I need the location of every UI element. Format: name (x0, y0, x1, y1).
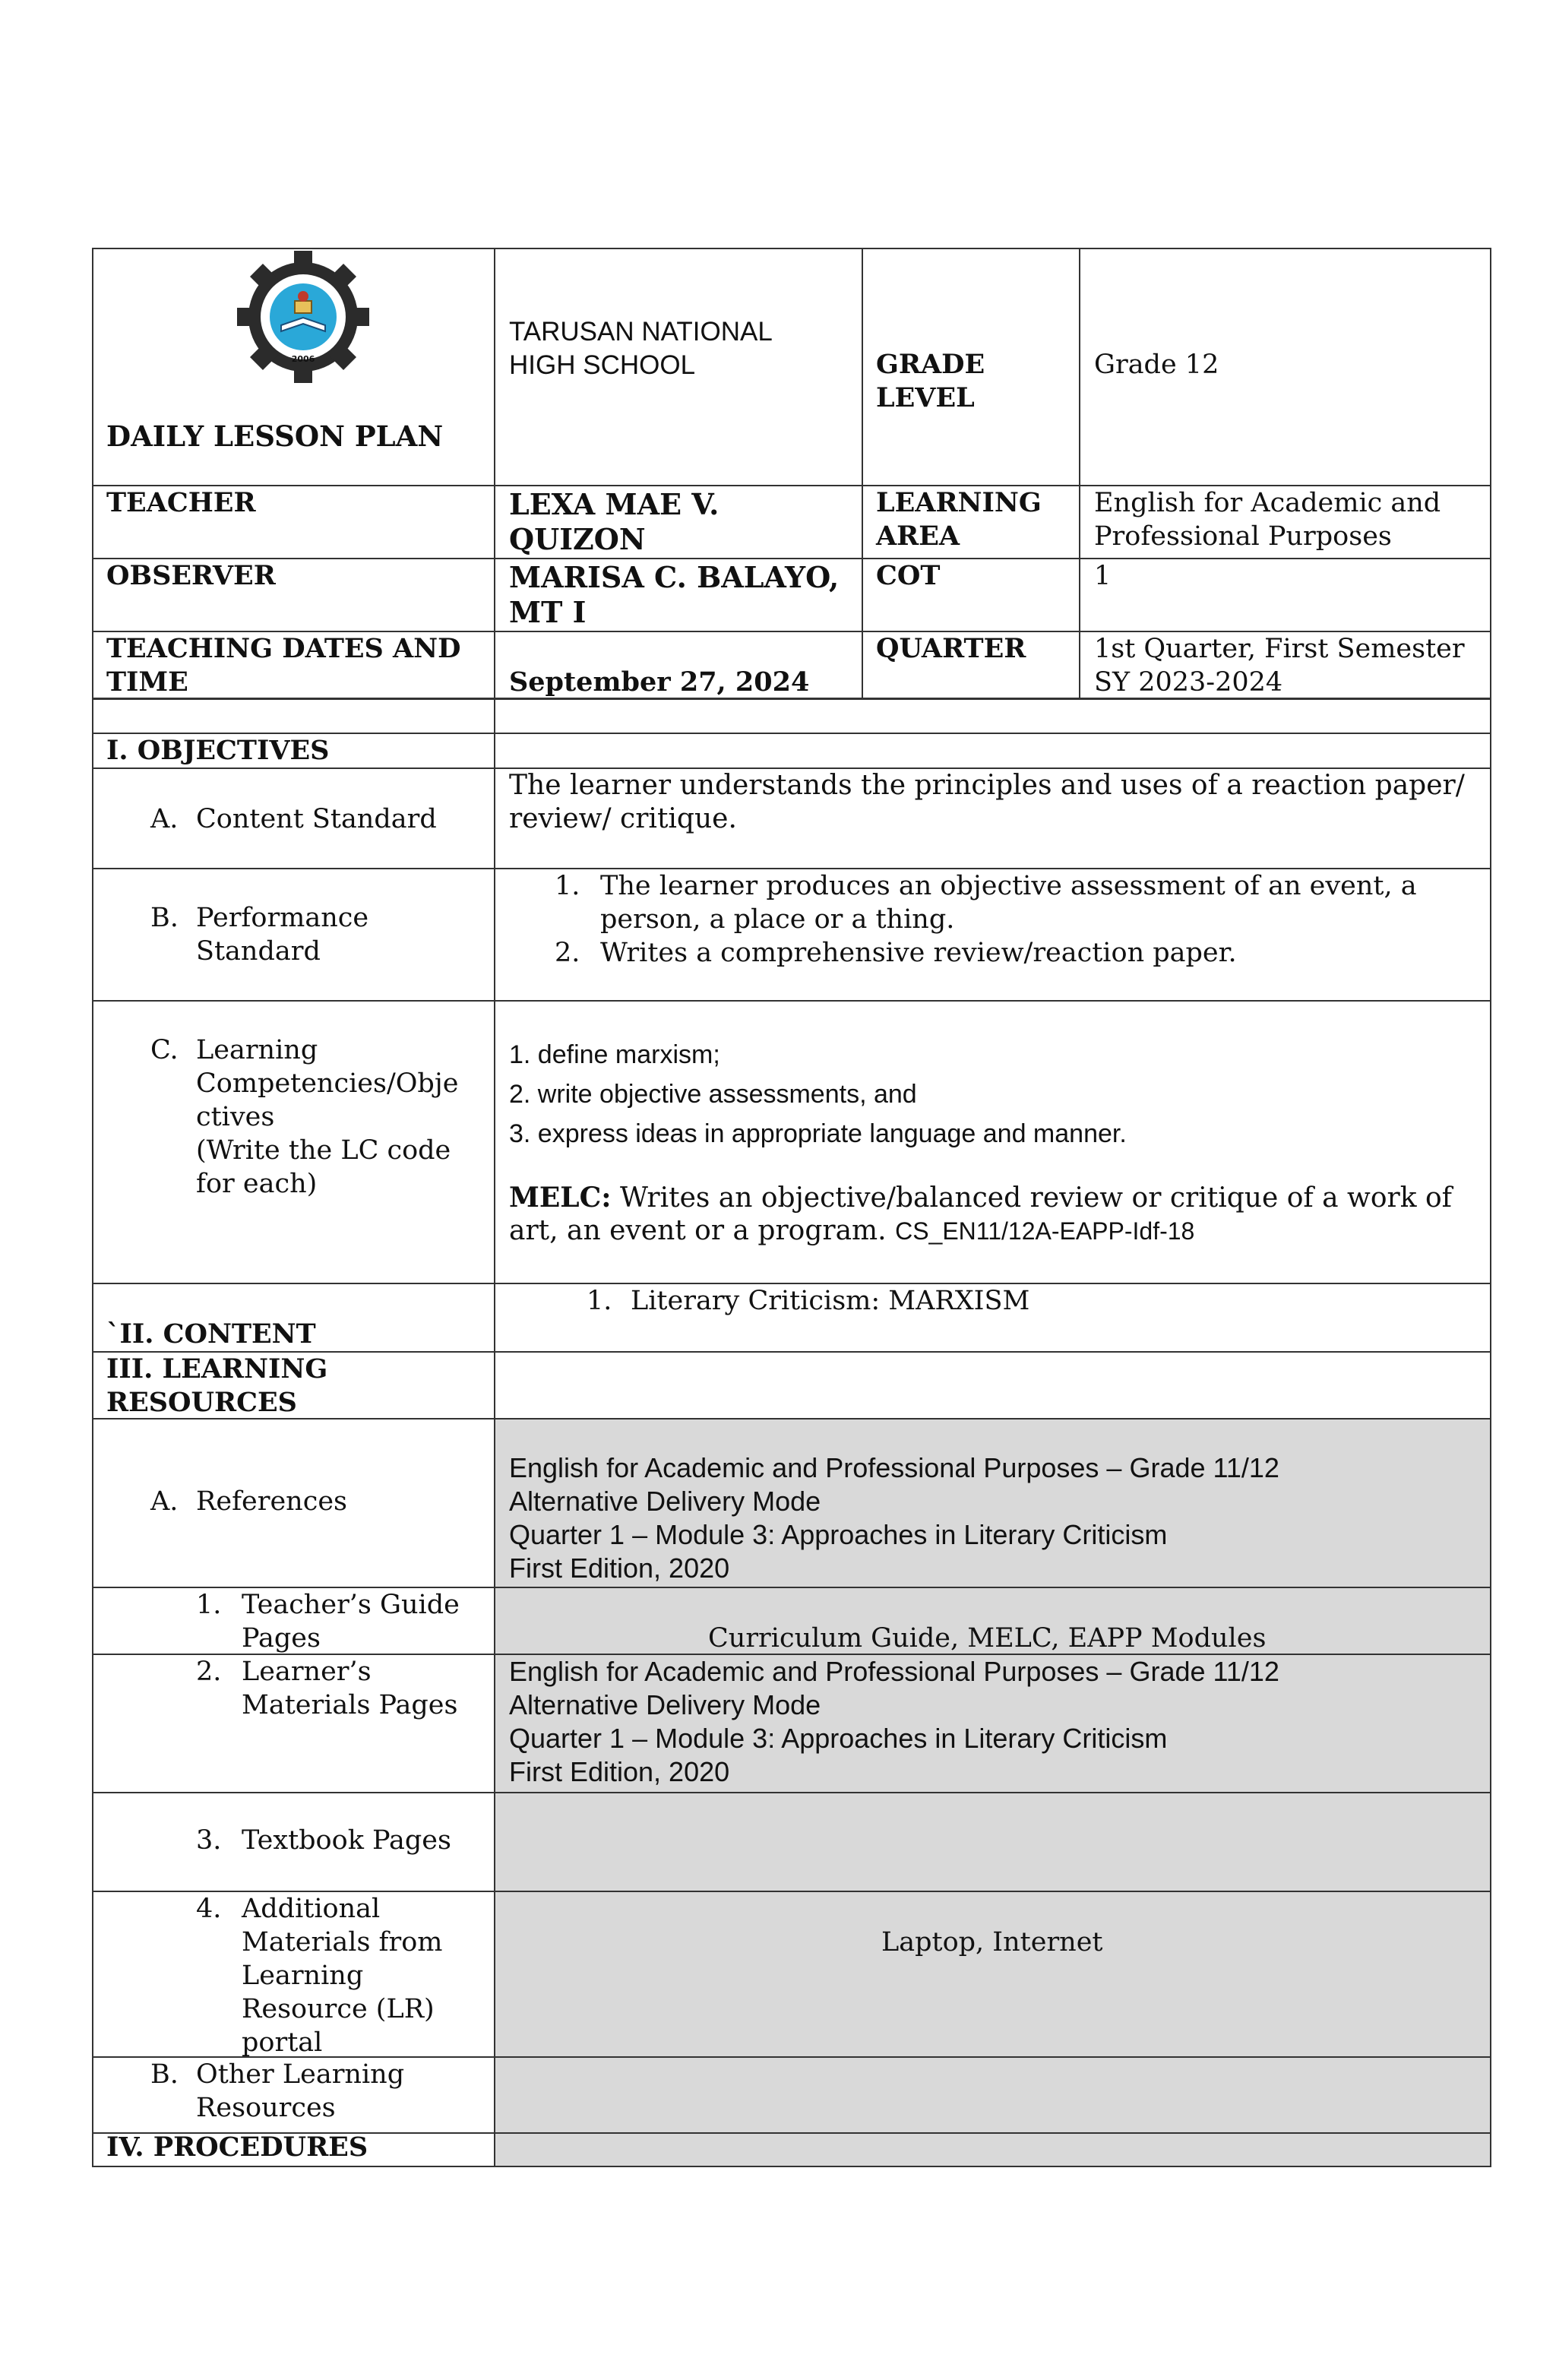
performance-item-number: 1. (555, 871, 580, 901)
school-name-line1: TARUSAN NATIONAL (509, 317, 773, 347)
learning-area-label: LEARNING (876, 487, 1042, 518)
teacher-name-2: QUIZON (509, 522, 646, 556)
performance-standard-label-2: Standard (196, 936, 321, 967)
svg-text:2006: 2006 (291, 354, 315, 364)
other-resources-label-2: Resources (196, 2093, 336, 2123)
teaching-date-value: September 27, 2024 (509, 666, 810, 698)
reference-line: Alternative Delivery Mode (509, 1486, 821, 1517)
teaching-dates-label: TEACHING DATES AND (106, 633, 461, 664)
quarter-value-2: SY 2023-2024 (1094, 667, 1283, 698)
additional-materials-label-line: Learning (242, 1961, 364, 1991)
resources-heading-1: III. LEARNING (106, 1353, 328, 1385)
content-item: Literary Criticism: MARXISM (631, 1286, 1030, 1316)
row-divider (92, 1000, 1491, 1002)
learning-area-value-1: English for Academic and (1094, 488, 1441, 518)
melc-label: MELC: (509, 1182, 612, 1214)
learners-materials-line: Quarter 1 – Module 3: Approaches in Literary Criticism (509, 1723, 1168, 1754)
learners-materials-label-1: Learner’s (242, 1657, 372, 1687)
competencies-label-line: Competencies/Obje (196, 1068, 459, 1099)
competencies-label-line: Learning (196, 1035, 318, 1065)
learners-materials-line: English for Academic and Professional Purposes – Grade 11/12 (509, 1656, 1279, 1687)
content-heading: `II. CONTENT (106, 1318, 316, 1350)
objectives-heading: I. OBJECTIVES (106, 735, 330, 766)
row-divider (92, 1792, 1491, 1793)
school-logo (234, 248, 372, 386)
performance-item-text: The learner produces an objective assessment of an event, a (600, 871, 1417, 901)
reference-line: English for Academic and Professional Purposes – Grade 11/12 (509, 1452, 1279, 1483)
additional-materials-label-line: Materials from (242, 1927, 443, 1957)
learners-materials-number: 2. (196, 1657, 222, 1687)
competency-item: 3. express ideas in appropriate language and manner. (509, 1119, 1127, 1148)
additional-materials-number: 4. (196, 1894, 222, 1924)
additional-materials-label-line: portal (242, 2027, 323, 2058)
document-title: DAILY LESSON PLAN (106, 419, 444, 453)
observer-label: OBSERVER (106, 560, 276, 591)
procedures-heading: IV. PROCEDURES (106, 2132, 368, 2163)
quarter-label: QUARTER (876, 633, 1026, 664)
grade-level-label: GRADE (876, 349, 985, 380)
resources-heading-2: RESOURCES (106, 1387, 297, 1418)
col-divider (494, 248, 495, 2167)
teachers-guide-label-1: Teacher’s Guide (242, 1590, 460, 1620)
performance-standard-letter: B. (150, 903, 179, 933)
performance-item-text-cont: person, a place or a thing. (600, 904, 955, 935)
learners-materials-line: Alternative Delivery Mode (509, 1689, 821, 1720)
content-item-number: 1. (587, 1286, 612, 1316)
teachers-guide-label-2: Pages (242, 1623, 321, 1654)
learners-materials-line: First Edition, 2020 (509, 1756, 730, 1787)
content-standard-label: Content Standard (196, 804, 437, 834)
reference-line: First Edition, 2020 (509, 1552, 730, 1584)
textbook-label: Textbook Pages (242, 1825, 451, 1856)
competencies-label-line: (Write the LC code (196, 1135, 451, 1166)
references-letter: A. (150, 1486, 179, 1517)
performance-item-number: 2. (555, 938, 580, 968)
content-standard-text-2: review/ critique. (509, 803, 737, 834)
grade-level-value: Grade 12 (1094, 350, 1219, 380)
learners-materials-label-2: Materials Pages (242, 1690, 458, 1720)
row-divider (92, 558, 1491, 559)
performance-item-text: Writes a comprehensive review/reaction paper. (600, 938, 1237, 968)
cot-value: 1 (1094, 561, 1112, 591)
textbook-number: 3. (196, 1825, 222, 1856)
content-standard-text-1: The learner understands the principles and uses of a reaction paper/ (509, 770, 1465, 801)
cot-label: COT (876, 560, 941, 591)
competency-item: 1. define marxism; (509, 1040, 720, 1069)
melc-line-2 (509, 1214, 1194, 1248)
observer-name-2: MT I (509, 595, 587, 629)
learning-area-label-2: AREA (876, 521, 960, 552)
learning-area-value-2: Professional Purposes (1094, 521, 1392, 552)
col-divider (1079, 248, 1080, 699)
melc-line-1 (509, 1181, 1452, 1215)
other-resources-letter: B. (150, 2059, 179, 2090)
reference-line: Quarter 1 – Module 3: Approaches in Literary Criticism (509, 1519, 1168, 1550)
additional-materials-label-line: Additional (242, 1894, 381, 1924)
teaching-dates-label-2: TIME (106, 666, 188, 698)
teachers-guide-number: 1. (196, 1590, 222, 1620)
teacher-name-1: LEXA MAE V. (509, 487, 719, 521)
additional-materials-label-line: Resource (LR) (242, 1994, 435, 2024)
references-label: References (196, 1486, 347, 1517)
observer-name-1: MARISA C. BALAYO, (509, 560, 840, 594)
school-name-line2: HIGH SCHOOL (509, 350, 696, 380)
row-divider (92, 1418, 1491, 1419)
competencies-label-line: ctives (196, 1102, 275, 1132)
melc-text-2: art, an event or a program. (509, 1215, 887, 1246)
melc-code: CS_EN11/12A-EAPP-Idf-18 (895, 1217, 1195, 1245)
teacher-label: TEACHER (106, 487, 256, 518)
additional-materials-value: Laptop, Internet (881, 1927, 1103, 1957)
quarter-value-1: 1st Quarter, First Semester (1094, 634, 1465, 664)
competencies-letter: C. (150, 1035, 179, 1065)
competencies-label-line: for each) (196, 1169, 318, 1199)
grade-level-label-2: LEVEL (876, 382, 975, 413)
competency-item: 2. write objective assessments, and (509, 1080, 917, 1109)
teachers-guide-value: Curriculum Guide, MELC, EAPP Modules (708, 1623, 1267, 1654)
performance-standard-label-1: Performance (196, 903, 369, 933)
melc-text-1: Writes an objective/balanced review or critique of a work of (611, 1182, 1453, 1214)
col-divider (862, 248, 863, 699)
content-standard-letter: A. (150, 804, 179, 834)
other-resources-label-1: Other Learning (196, 2059, 405, 2090)
